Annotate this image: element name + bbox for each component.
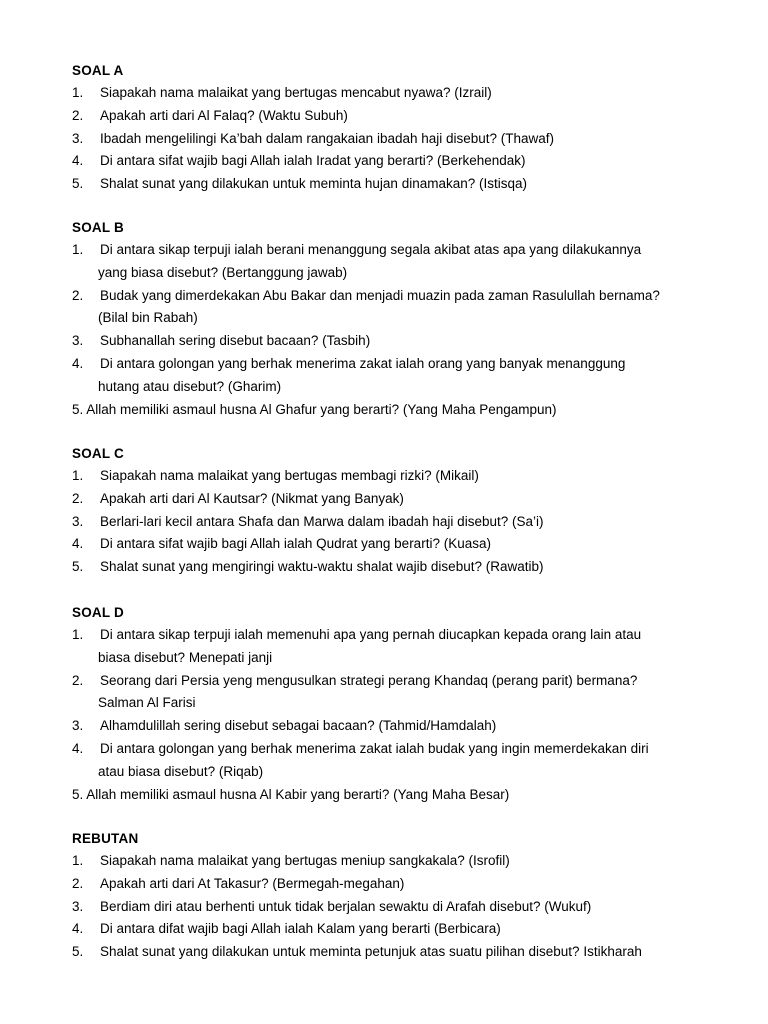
section-soal-b xyxy=(72,216,742,421)
question-number: 1. xyxy=(72,85,84,100)
question-item xyxy=(72,239,742,285)
question-item xyxy=(72,128,742,151)
section-heading: SOAL D xyxy=(72,605,124,620)
question-item xyxy=(72,556,742,579)
question-text: Alhamdulillah sering disebut sebagai bacaan? (Tahmid/Hamdalah) xyxy=(100,718,497,734)
question-item xyxy=(72,670,742,716)
question-number: 2. xyxy=(72,107,84,123)
question-number: 2. xyxy=(72,672,84,688)
question-item xyxy=(72,285,742,331)
question-number: 2. xyxy=(72,875,84,891)
question-item xyxy=(72,353,742,399)
question-item xyxy=(72,105,742,128)
question-number: 2. xyxy=(72,287,84,303)
question-text: Siapakah nama malaikat yang bertugas membagi rizki? (Mikail) xyxy=(100,468,479,483)
question-item xyxy=(72,941,742,964)
question-item xyxy=(72,533,742,556)
section-soal-c xyxy=(72,442,742,579)
question-item xyxy=(72,399,742,422)
question-text-continued: yang biasa disebut? (Bertanggung jawab) xyxy=(98,264,348,280)
question-number: 4. xyxy=(72,740,84,756)
question-number: 4. xyxy=(72,536,84,552)
question-text: Apakah arti dari Al Falaq? (Waktu Subuh) xyxy=(100,107,348,123)
section-heading: SOAL A xyxy=(72,63,124,78)
question-text: Apakah arti dari Al Kautsar? (Nikmat yang Banyak) xyxy=(100,490,404,506)
question-text: Shalat sunat yang mengiringi waktu-waktu shalat wajib disebut? (Rawatib) xyxy=(100,559,544,575)
section-heading: REBUTAN xyxy=(72,831,139,846)
question-number: 4. xyxy=(72,355,84,371)
question-item xyxy=(72,465,742,488)
question-number: 3. xyxy=(72,898,84,914)
question-number: 2. xyxy=(72,490,84,506)
question-text: 5. Allah memiliki asmaul husna Al Kabir yang berarti? (Yang Maha Besar) xyxy=(72,786,510,802)
section-heading: SOAL C xyxy=(72,446,124,461)
question-text: Shalat sunat yang dilakukan untuk meminta hujan dinamakan? (Istisqa) xyxy=(100,176,528,192)
question-text-continued: hutang atau disebut? (Gharim) xyxy=(98,378,282,394)
question-text-continued: atau biasa disebut? (Riqab) xyxy=(98,763,264,779)
question-text: Di antara golongan yang berhak menerima zakat ialah budak yang ingin memerdekakan diri xyxy=(100,740,649,756)
question-number: 5. xyxy=(72,944,84,960)
question-text: Di antara sifat wajib bagi Allah ialah Iradat yang berarti? (Berkehendak) xyxy=(100,153,526,169)
section-soal-d xyxy=(72,601,742,806)
question-text: 5. Allah memiliki asmaul husna Al Ghafur yang berarti? (Yang Maha Pengampun) xyxy=(72,401,557,417)
question-text: Berdiam diri atau berhenti untuk tidak berjalan sewaktu di Arafah disebut? (Wukuf) xyxy=(100,898,592,914)
question-item xyxy=(72,896,742,919)
question-number: 4. xyxy=(72,153,84,169)
question-number: 1. xyxy=(72,853,84,868)
question-text-continued: Salman Al Farisi xyxy=(98,695,196,711)
section-heading: SOAL B xyxy=(72,220,124,235)
question-text: Subhanallah sering disebut bacaan? (Tasbih) xyxy=(100,333,371,349)
question-number: 1. xyxy=(72,242,84,257)
question-text: Seorang dari Persia yeng mengusulkan strategi perang Khandaq (perang parit) bermana? xyxy=(100,672,638,688)
question-text: Di antara difat wajib bagi Allah ialah Kalam yang berarti (Berbicara) xyxy=(100,921,501,937)
question-number: 3. xyxy=(72,130,84,146)
question-item xyxy=(72,624,742,670)
question-item xyxy=(72,82,742,105)
question-text: Di antara golongan yang berhak menerima zakat ialah orang yang banyak menanggung xyxy=(100,355,626,371)
question-text: Ibadah mengelilingi Ka’bah dalam rangakaian ibadah haji disebut? (Thawaf) xyxy=(100,130,555,146)
question-text: Shalat sunat yang dilakukan untuk meminta petunjuk atas suatu pilihan disebut? Istikharah xyxy=(100,944,642,960)
question-text: Di antara sikap terpuji ialah berani menanggung segala akibat atas apa yang dilakukannya xyxy=(100,242,642,257)
question-number: 1. xyxy=(72,468,84,483)
question-item xyxy=(72,715,742,738)
question-item xyxy=(72,330,742,353)
question-item xyxy=(72,918,742,941)
question-item xyxy=(72,738,742,784)
question-text: Siapakah nama malaikat yang bertugas meniup sangkakala? (Isrofil) xyxy=(100,853,510,868)
question-text: Siapakah nama malaikat yang bertugas mencabut nyawa? (Izrail) xyxy=(100,85,492,100)
question-number: 3. xyxy=(72,718,84,734)
question-text: Di antara sikap terpuji ialah memenuhi apa yang pernah diucapkan kepada orang lain atau xyxy=(100,627,642,642)
question-text: Apakah arti dari At Takasur? (Bermegah-megahan) xyxy=(100,875,405,891)
question-item xyxy=(72,488,742,511)
question-number: 1. xyxy=(72,627,84,642)
section-soal-a xyxy=(72,59,742,196)
section-rebutan xyxy=(72,827,742,964)
question-number: 5. xyxy=(72,176,84,192)
question-number: 3. xyxy=(72,333,84,349)
question-item xyxy=(72,873,742,896)
question-text-continued: (Bilal bin Rabah) xyxy=(98,310,198,326)
question-item xyxy=(72,173,742,196)
question-text: Berlari-lari kecil antara Shafa dan Marwa dalam ibadah haji disebut? (Sa’i) xyxy=(100,513,544,529)
question-number: 4. xyxy=(72,921,84,937)
question-number: 3. xyxy=(72,513,84,529)
question-text: Di antara sifat wajib bagi Allah ialah Qudrat yang berarti? (Kuasa) xyxy=(100,536,491,552)
question-text-continued: biasa disebut? Menepati janji xyxy=(98,649,273,665)
question-item xyxy=(72,784,742,807)
question-item xyxy=(72,850,742,873)
question-item xyxy=(72,150,742,173)
question-number: 5. xyxy=(72,559,84,575)
question-item xyxy=(72,511,742,534)
question-text: Budak yang dimerdekakan Abu Bakar dan menjadi muazin pada zaman Rasulullah bernama? xyxy=(100,287,660,303)
